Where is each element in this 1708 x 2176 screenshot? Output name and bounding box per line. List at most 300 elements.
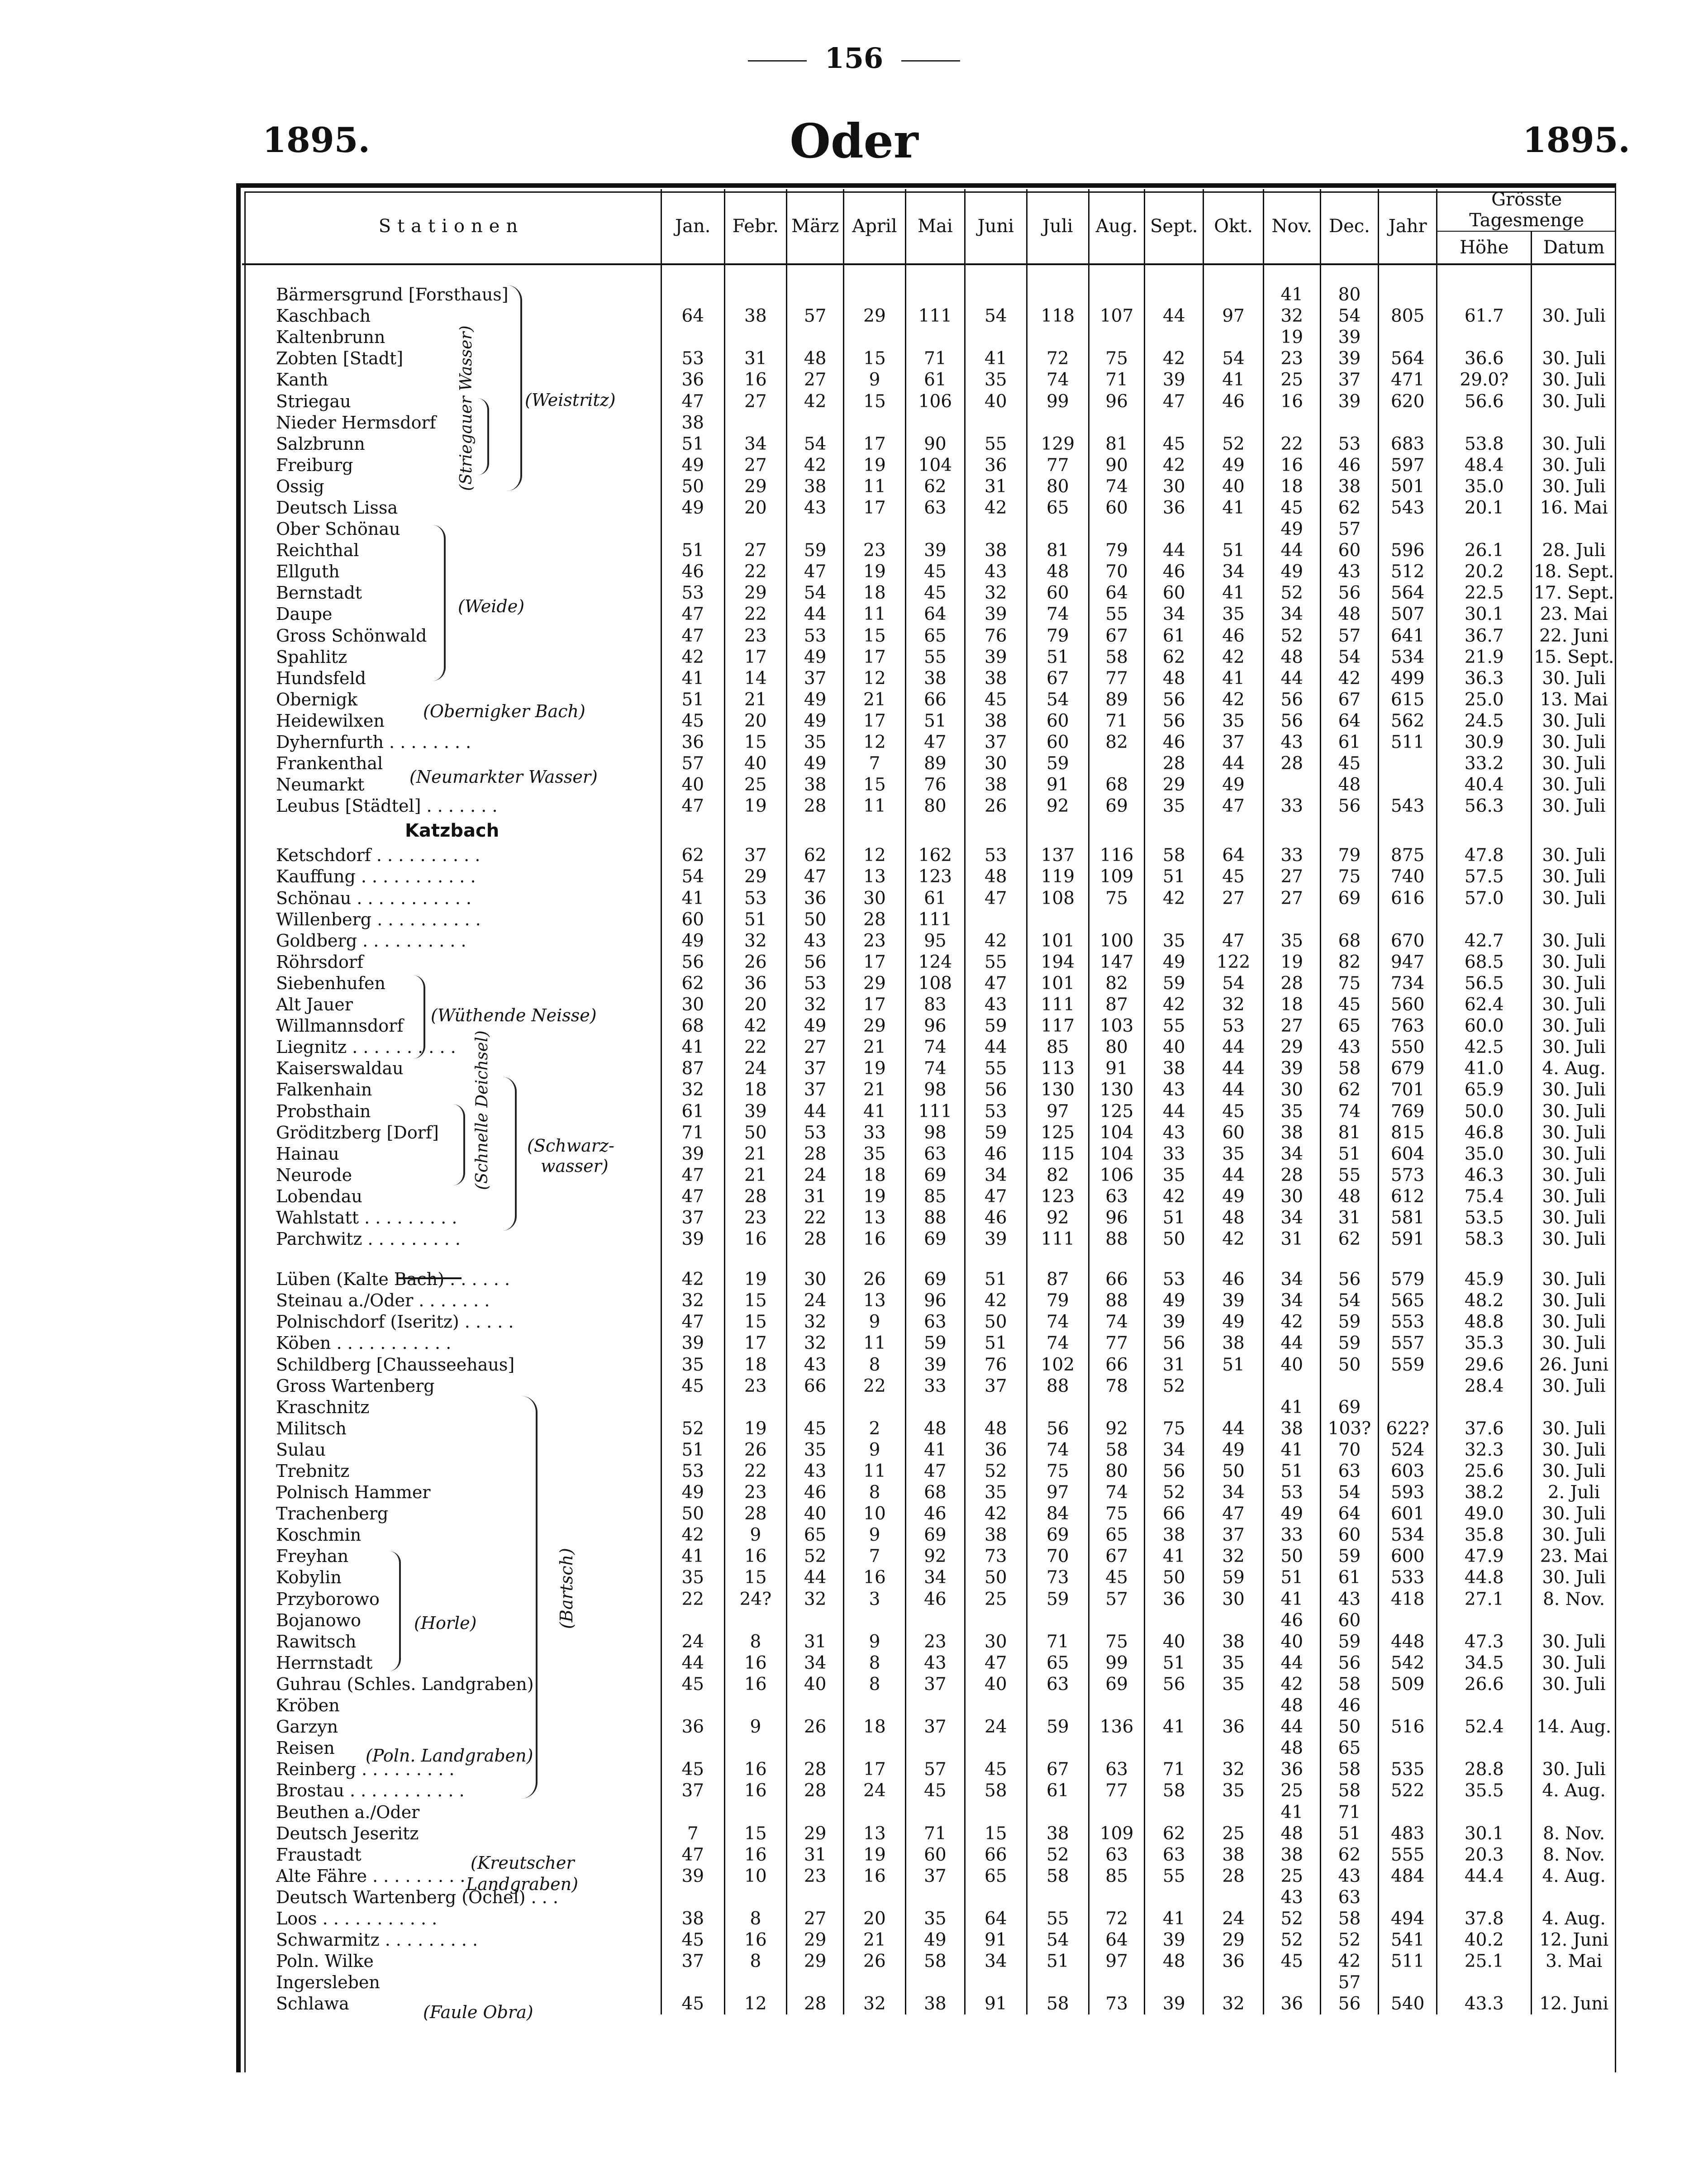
table-cell: 22 xyxy=(724,1461,787,1482)
table-cell: 111 xyxy=(905,1100,965,1122)
table-cell: 29 xyxy=(1263,1037,1320,1058)
table-cell: 63 xyxy=(1089,1844,1145,1866)
table-cell: 27 xyxy=(1263,866,1320,887)
table-cell: 30. Juli xyxy=(1532,888,1616,909)
table-cell: 40 xyxy=(1145,1037,1204,1058)
station-name: Fraustadt xyxy=(276,1844,362,1865)
table-cell: 59 xyxy=(1027,1716,1089,1738)
table-cell: 82 xyxy=(1027,1165,1089,1186)
table-cell: 641 xyxy=(1379,625,1437,647)
table-cell: 51 xyxy=(965,1269,1027,1290)
table-cell: 41 xyxy=(965,348,1027,369)
table-cell xyxy=(1532,1695,1616,1716)
table-cell: 45 xyxy=(661,1376,725,1397)
table-cell xyxy=(1379,412,1437,433)
table-cell: 53 xyxy=(965,845,1027,866)
table-cell xyxy=(1204,519,1263,540)
table-cell: 540 xyxy=(1379,1993,1437,2014)
table-cell: 22 xyxy=(724,1037,787,1058)
table-cell: 507 xyxy=(1379,604,1437,625)
table-cell: 26 xyxy=(787,1716,844,1738)
table-cell: 41 xyxy=(1204,582,1263,604)
table-cell: 41 xyxy=(1145,1908,1204,1929)
table-cell: 42 xyxy=(1145,994,1204,1015)
table-cell: 53.5 xyxy=(1437,1207,1532,1228)
table-cell: 4. Aug. xyxy=(1532,1866,1616,1887)
table-cell: 60 xyxy=(1027,582,1089,604)
table-cell: 63 xyxy=(1027,1674,1089,1695)
table-cell: 44.4 xyxy=(1437,1866,1532,1887)
station-name: Trachenberg xyxy=(276,1504,389,1524)
table-cell: 32.3 xyxy=(1437,1439,1532,1461)
table-cell: 47 xyxy=(905,1461,965,1482)
table-row xyxy=(242,795,1616,817)
table-cell: 47 xyxy=(965,973,1027,994)
table-cell: 71 xyxy=(1027,1631,1089,1652)
table-cell: 30. Juli xyxy=(1532,994,1616,1015)
table-cell xyxy=(905,1972,965,1993)
table-cell: 42 xyxy=(661,647,725,668)
table-cell: 57 xyxy=(787,305,844,327)
table-cell: 30. Juli xyxy=(1532,1376,1616,1397)
table-cell: 46 xyxy=(1204,1269,1263,1290)
table-cell: 54 xyxy=(1204,973,1263,994)
table-cell: 48 xyxy=(1320,1186,1378,1207)
table-cell: 43 xyxy=(965,561,1027,582)
table-cell: 44 xyxy=(1204,753,1263,774)
table-cell xyxy=(1437,1801,1532,1823)
table-cell: 48 xyxy=(1320,604,1378,625)
station-name: Deutsch Wartenberg (Ochel) . . . xyxy=(276,1887,558,1907)
table-cell: 69 xyxy=(905,1165,965,1186)
table-cell: 42 xyxy=(965,1503,1027,1524)
table-cell: 48 xyxy=(965,866,1027,887)
table-cell: 45 xyxy=(1263,497,1320,519)
table-cell: 59 xyxy=(905,1333,965,1354)
table-cell xyxy=(1379,1887,1437,1908)
table-cell xyxy=(844,1738,905,1759)
header-max-date: Datum xyxy=(1532,231,1616,264)
table-cell: 30. Juli xyxy=(1532,866,1616,887)
table-cell: 92 xyxy=(1027,1207,1089,1228)
table-cell: 51 xyxy=(1263,1461,1320,1482)
table-cell: 622? xyxy=(1379,1418,1437,1439)
table-cell: 43 xyxy=(787,497,844,519)
table-cell: 25.6 xyxy=(1437,1461,1532,1482)
table-row xyxy=(242,888,1616,909)
table-cell: 42 xyxy=(661,1524,725,1546)
table-cell: 72 xyxy=(1027,348,1089,369)
table-cell: 122 xyxy=(1204,952,1263,973)
table-cell: 51 xyxy=(1027,1951,1089,1972)
table-cell: 58.3 xyxy=(1437,1228,1532,1250)
table-cell: 3. Mai xyxy=(1532,1951,1616,1972)
table-cell: 28 xyxy=(787,1228,844,1250)
table-row xyxy=(242,1228,1616,1250)
table-cell: 37 xyxy=(787,1058,844,1079)
table-cell: 40 xyxy=(1204,476,1263,497)
table-cell: 57 xyxy=(1320,625,1378,647)
table-cell: 41 xyxy=(1145,1716,1204,1738)
table-cell: 38 xyxy=(1320,476,1378,497)
table-cell: 30. Juli xyxy=(1532,1567,1616,1588)
table-row xyxy=(242,582,1616,604)
table-cell: 28 xyxy=(724,1503,787,1524)
table-cell: 48 xyxy=(1263,1695,1320,1716)
table-cell xyxy=(724,1695,787,1716)
table-cell: 604 xyxy=(1379,1143,1437,1165)
station-name: Salzbrunn xyxy=(276,433,365,454)
station-name: Reichthal xyxy=(276,540,359,561)
table-cell: 60.0 xyxy=(1437,1015,1532,1037)
table-cell: 92 xyxy=(1089,1418,1145,1439)
table-cell: 41 xyxy=(1204,668,1263,689)
table-cell: 17 xyxy=(844,710,905,732)
table-cell: 43 xyxy=(1320,1037,1378,1058)
table-cell: 62 xyxy=(1320,497,1378,519)
table-cell: 47.9 xyxy=(1437,1546,1532,1567)
table-cell: 30.1 xyxy=(1437,604,1532,625)
table-cell: 17 xyxy=(844,1759,905,1780)
table-cell xyxy=(965,1738,1027,1759)
table-cell: 9 xyxy=(844,1524,905,1546)
table-cell: 48 xyxy=(1145,668,1204,689)
table-cell: 36.3 xyxy=(1437,668,1532,689)
table-cell: 74 xyxy=(1027,369,1089,390)
table-cell: 512 xyxy=(1379,561,1437,582)
table-cell: 41 xyxy=(1263,1439,1320,1461)
table-cell: 29 xyxy=(787,1929,844,1951)
table-cell: 45 xyxy=(661,1929,725,1951)
table-cell: 30. Juli xyxy=(1532,795,1616,817)
table-cell: 47 xyxy=(1204,930,1263,952)
table-cell: 95 xyxy=(905,930,965,952)
table-cell xyxy=(1089,1972,1145,1993)
table-cell: 32 xyxy=(661,1079,725,1100)
table-cell xyxy=(1089,1397,1145,1418)
table-cell: 62 xyxy=(1320,1844,1378,1866)
table-cell: 55 xyxy=(965,433,1027,455)
table-cell xyxy=(844,1887,905,1908)
table-cell: 43 xyxy=(965,994,1027,1015)
table-cell: 32 xyxy=(787,994,844,1015)
table-cell: 36.6 xyxy=(1437,348,1532,369)
table-cell: 124 xyxy=(905,952,965,973)
table-cell: 45 xyxy=(1089,1567,1145,1588)
station-name: Kaschbach xyxy=(276,306,371,326)
table-cell: 553 xyxy=(1379,1311,1437,1333)
table-cell: 20.1 xyxy=(1437,497,1532,519)
table-cell xyxy=(661,1695,725,1716)
table-cell: 533 xyxy=(1379,1567,1437,1588)
table-cell: 100 xyxy=(1089,930,1145,952)
table-cell: 46 xyxy=(1263,1610,1320,1631)
table-cell: 71 xyxy=(1320,1801,1378,1823)
table-cell: 39 xyxy=(905,540,965,561)
table-cell: 43 xyxy=(1145,1122,1204,1143)
table-cell: 25.0 xyxy=(1437,689,1532,710)
table-row xyxy=(242,1333,1616,1354)
table-cell: 30. Juli xyxy=(1532,1015,1616,1037)
table-cell: 58 xyxy=(965,1780,1027,1801)
table-cell: 22 xyxy=(844,1376,905,1397)
table-cell: 57 xyxy=(905,1759,965,1780)
table-row xyxy=(242,369,1616,390)
table-cell: 85 xyxy=(1027,1037,1089,1058)
table-cell: 47 xyxy=(1204,1503,1263,1524)
table-cell: 28 xyxy=(787,1993,844,2014)
table-cell: 559 xyxy=(1379,1354,1437,1376)
table-cell: 47 xyxy=(661,604,725,625)
table-row xyxy=(242,540,1616,561)
table-cell: 37 xyxy=(1204,1524,1263,1546)
table-cell: 130 xyxy=(1027,1079,1089,1100)
table-cell: 87 xyxy=(1089,994,1145,1015)
table-cell: 550 xyxy=(1379,1037,1437,1058)
table-cell: 37 xyxy=(905,1716,965,1738)
table-cell: 9 xyxy=(724,1716,787,1738)
table-cell: 60 xyxy=(1027,710,1089,732)
table-cell: 25.1 xyxy=(1437,1951,1532,1972)
table-cell: 118 xyxy=(1027,305,1089,327)
table-cell xyxy=(724,1972,787,1993)
table-cell xyxy=(844,284,905,305)
station-name: Schönau . . . . . . . . . . . xyxy=(276,888,472,908)
station-name: Bojanowo xyxy=(276,1610,361,1630)
table-cell xyxy=(905,1695,965,1716)
table-cell: 56 xyxy=(1320,1652,1378,1674)
table-cell: 30. Juli xyxy=(1532,1165,1616,1186)
table-cell xyxy=(787,1887,844,1908)
table-row xyxy=(242,284,1616,305)
table-cell xyxy=(905,1738,965,1759)
brace-wuethende-neisse xyxy=(413,975,425,1059)
table-cell: 35 xyxy=(661,1354,725,1376)
table-row xyxy=(242,476,1616,497)
station-name: Spahlitz xyxy=(276,647,347,667)
table-cell xyxy=(1204,909,1263,930)
table-cell: 542 xyxy=(1379,1652,1437,1674)
station-name: Alt Jauer xyxy=(276,995,353,1015)
header-month: Febr. xyxy=(724,189,787,264)
table-cell: 32 xyxy=(965,582,1027,604)
table-cell: 47 xyxy=(787,866,844,887)
table-cell xyxy=(724,1610,787,1631)
table-cell: 11 xyxy=(844,1333,905,1354)
table-cell: 80 xyxy=(1089,1461,1145,1482)
table-cell: 49.0 xyxy=(1437,1503,1532,1524)
table-cell: 12. Juni xyxy=(1532,1929,1616,1951)
table-cell: 35 xyxy=(661,1567,725,1588)
table-cell: 59 xyxy=(1145,973,1204,994)
table-cell: 15. Sept. xyxy=(1532,647,1616,668)
table-cell: 27 xyxy=(724,455,787,476)
table-cell: 30. Juli xyxy=(1532,1207,1616,1228)
table-cell xyxy=(1204,1801,1263,1823)
table-cell: 22 xyxy=(1263,433,1320,455)
table-cell: 29 xyxy=(844,305,905,327)
table-cell: 501 xyxy=(1379,476,1437,497)
table-cell: 30 xyxy=(661,994,725,1015)
table-cell: 47.8 xyxy=(1437,845,1532,866)
table-cell: 27 xyxy=(787,1037,844,1058)
table-cell: 75 xyxy=(1320,866,1378,887)
station-name: Gross Wartenberg xyxy=(276,1376,435,1396)
table-cell: 59 xyxy=(1204,1567,1263,1588)
table-cell xyxy=(1263,1376,1320,1397)
table-cell: 38 xyxy=(787,476,844,497)
table-cell: 98 xyxy=(905,1122,965,1143)
table-cell: 56 xyxy=(1320,1993,1378,2014)
table-cell: 44 xyxy=(965,1037,1027,1058)
table-cell: 50 xyxy=(661,476,725,497)
table-cell: 35 xyxy=(1204,1143,1263,1165)
table-cell xyxy=(965,412,1027,433)
table-cell: 44 xyxy=(1263,1652,1320,1674)
table-cell: 20 xyxy=(724,497,787,519)
table-cell: 4. Aug. xyxy=(1532,1780,1616,1801)
table-cell: 76 xyxy=(965,625,1027,647)
station-name: Trebnitz xyxy=(276,1461,350,1481)
table-cell: 39 xyxy=(965,1228,1027,1250)
table-cell xyxy=(724,327,787,348)
table-cell xyxy=(1204,1376,1263,1397)
river-neumarkter-wasser: (Neumarkter Wasser) xyxy=(409,767,598,787)
table-cell: 79 xyxy=(1320,845,1378,866)
table-cell: 49 xyxy=(1145,1290,1204,1311)
table-cell: 33 xyxy=(1263,795,1320,817)
table-cell xyxy=(661,1397,725,1418)
table-cell: 30. Juli xyxy=(1532,476,1616,497)
table-cell xyxy=(1204,284,1263,305)
table-cell: 56 xyxy=(787,952,844,973)
table-cell: 27 xyxy=(724,390,787,412)
table-cell: 78 xyxy=(1089,1376,1145,1397)
table-cell: 36 xyxy=(1204,1951,1263,1972)
table-cell: 27 xyxy=(787,369,844,390)
table-cell: 42 xyxy=(1145,348,1204,369)
table-cell: 15 xyxy=(965,1823,1027,1844)
table-cell: 30 xyxy=(787,1269,844,1290)
station-name: Freyhan xyxy=(276,1546,349,1567)
table-cell xyxy=(1532,1397,1616,1418)
table-cell: 104 xyxy=(1089,1122,1145,1143)
table-cell: 769 xyxy=(1379,1100,1437,1122)
table-cell: 20 xyxy=(724,710,787,732)
table-cell: 18 xyxy=(844,1165,905,1186)
table-cell: 46.3 xyxy=(1437,1165,1532,1186)
spacer-row xyxy=(242,1250,1616,1269)
table-cell: 8 xyxy=(844,1482,905,1503)
table-cell: 117 xyxy=(1027,1015,1089,1037)
table-cell: 32 xyxy=(787,1333,844,1354)
table-cell: 30. Juli xyxy=(1532,774,1616,795)
table-cell: 42 xyxy=(1320,668,1378,689)
table-cell xyxy=(1437,1972,1532,1993)
table-cell: 56 xyxy=(1145,689,1204,710)
table-cell: 37.6 xyxy=(1437,1418,1532,1439)
station-name: Sulau xyxy=(276,1439,326,1460)
table-cell: 38 xyxy=(1204,1333,1263,1354)
table-cell: 39 xyxy=(1320,348,1378,369)
table-cell: 75 xyxy=(1089,1503,1145,1524)
table-cell: 39 xyxy=(965,604,1027,625)
brace-schwarzwasser xyxy=(502,1077,517,1231)
table-cell: 41 xyxy=(661,1546,725,1567)
table-cell: 71 xyxy=(661,1122,725,1143)
table-cell: 805 xyxy=(1379,305,1437,327)
table-row xyxy=(242,1079,1616,1100)
table-cell: 60 xyxy=(1320,540,1378,561)
table-row xyxy=(242,1482,1616,1503)
table-cell: 17 xyxy=(844,994,905,1015)
table-cell: 38 xyxy=(661,412,725,433)
table-cell xyxy=(1089,1801,1145,1823)
table-cell: 89 xyxy=(905,753,965,774)
table-row xyxy=(242,1866,1616,1887)
table-cell: 56.6 xyxy=(1437,390,1532,412)
station-name: Falkenhain xyxy=(276,1080,372,1100)
table-cell: 29 xyxy=(787,1951,844,1972)
table-cell: 97 xyxy=(1204,305,1263,327)
table-cell: 30. Juli xyxy=(1532,973,1616,994)
table-cell: 612 xyxy=(1379,1186,1437,1207)
table-cell xyxy=(1145,1972,1204,1993)
header-month: Nov. xyxy=(1263,189,1320,264)
table-cell xyxy=(1379,1397,1437,1418)
table-cell xyxy=(1145,327,1204,348)
table-cell: 49 xyxy=(787,689,844,710)
table-cell: 53 xyxy=(724,888,787,909)
table-cell xyxy=(1145,1397,1204,1418)
table-cell: 511 xyxy=(1379,732,1437,753)
table-cell: 21.9 xyxy=(1437,647,1532,668)
table-cell xyxy=(905,1887,965,1908)
table-cell: 44 xyxy=(1145,1100,1204,1122)
table-cell: 63 xyxy=(905,1143,965,1165)
table-cell: 31 xyxy=(1263,1228,1320,1250)
table-cell: 38 xyxy=(787,774,844,795)
table-cell: 53 xyxy=(661,1461,725,1482)
station-name: Schildberg [Chausseehaus] xyxy=(276,1354,515,1375)
table-cell: 64 xyxy=(661,305,725,327)
table-cell: 30. Juli xyxy=(1532,1333,1616,1354)
table-cell: 49 xyxy=(661,455,725,476)
table-cell xyxy=(661,1738,725,1759)
table-cell: 46 xyxy=(1145,732,1204,753)
table-cell xyxy=(1320,909,1378,930)
table-cell: 44 xyxy=(1263,1333,1320,1354)
table-cell xyxy=(661,1801,725,1823)
table-cell: 42 xyxy=(724,1015,787,1037)
table-cell: 33 xyxy=(1263,845,1320,866)
table-cell: 41 xyxy=(1263,1397,1320,1418)
table-cell: 58 xyxy=(1320,1058,1378,1079)
table-cell: 11 xyxy=(844,1461,905,1482)
table-cell xyxy=(1379,1801,1437,1823)
table-row xyxy=(242,1801,1616,1823)
table-cell: 57 xyxy=(1089,1589,1145,1610)
table-cell: 75 xyxy=(1320,973,1378,994)
table-cell xyxy=(905,1610,965,1631)
table-cell: 511 xyxy=(1379,1951,1437,1972)
table-cell xyxy=(724,1397,787,1418)
table-cell: 115 xyxy=(1027,1143,1089,1165)
table-cell: 16 xyxy=(724,1759,787,1780)
table-cell: 64 xyxy=(1089,582,1145,604)
table-cell: 36 xyxy=(661,369,725,390)
table-cell: 73 xyxy=(965,1546,1027,1567)
